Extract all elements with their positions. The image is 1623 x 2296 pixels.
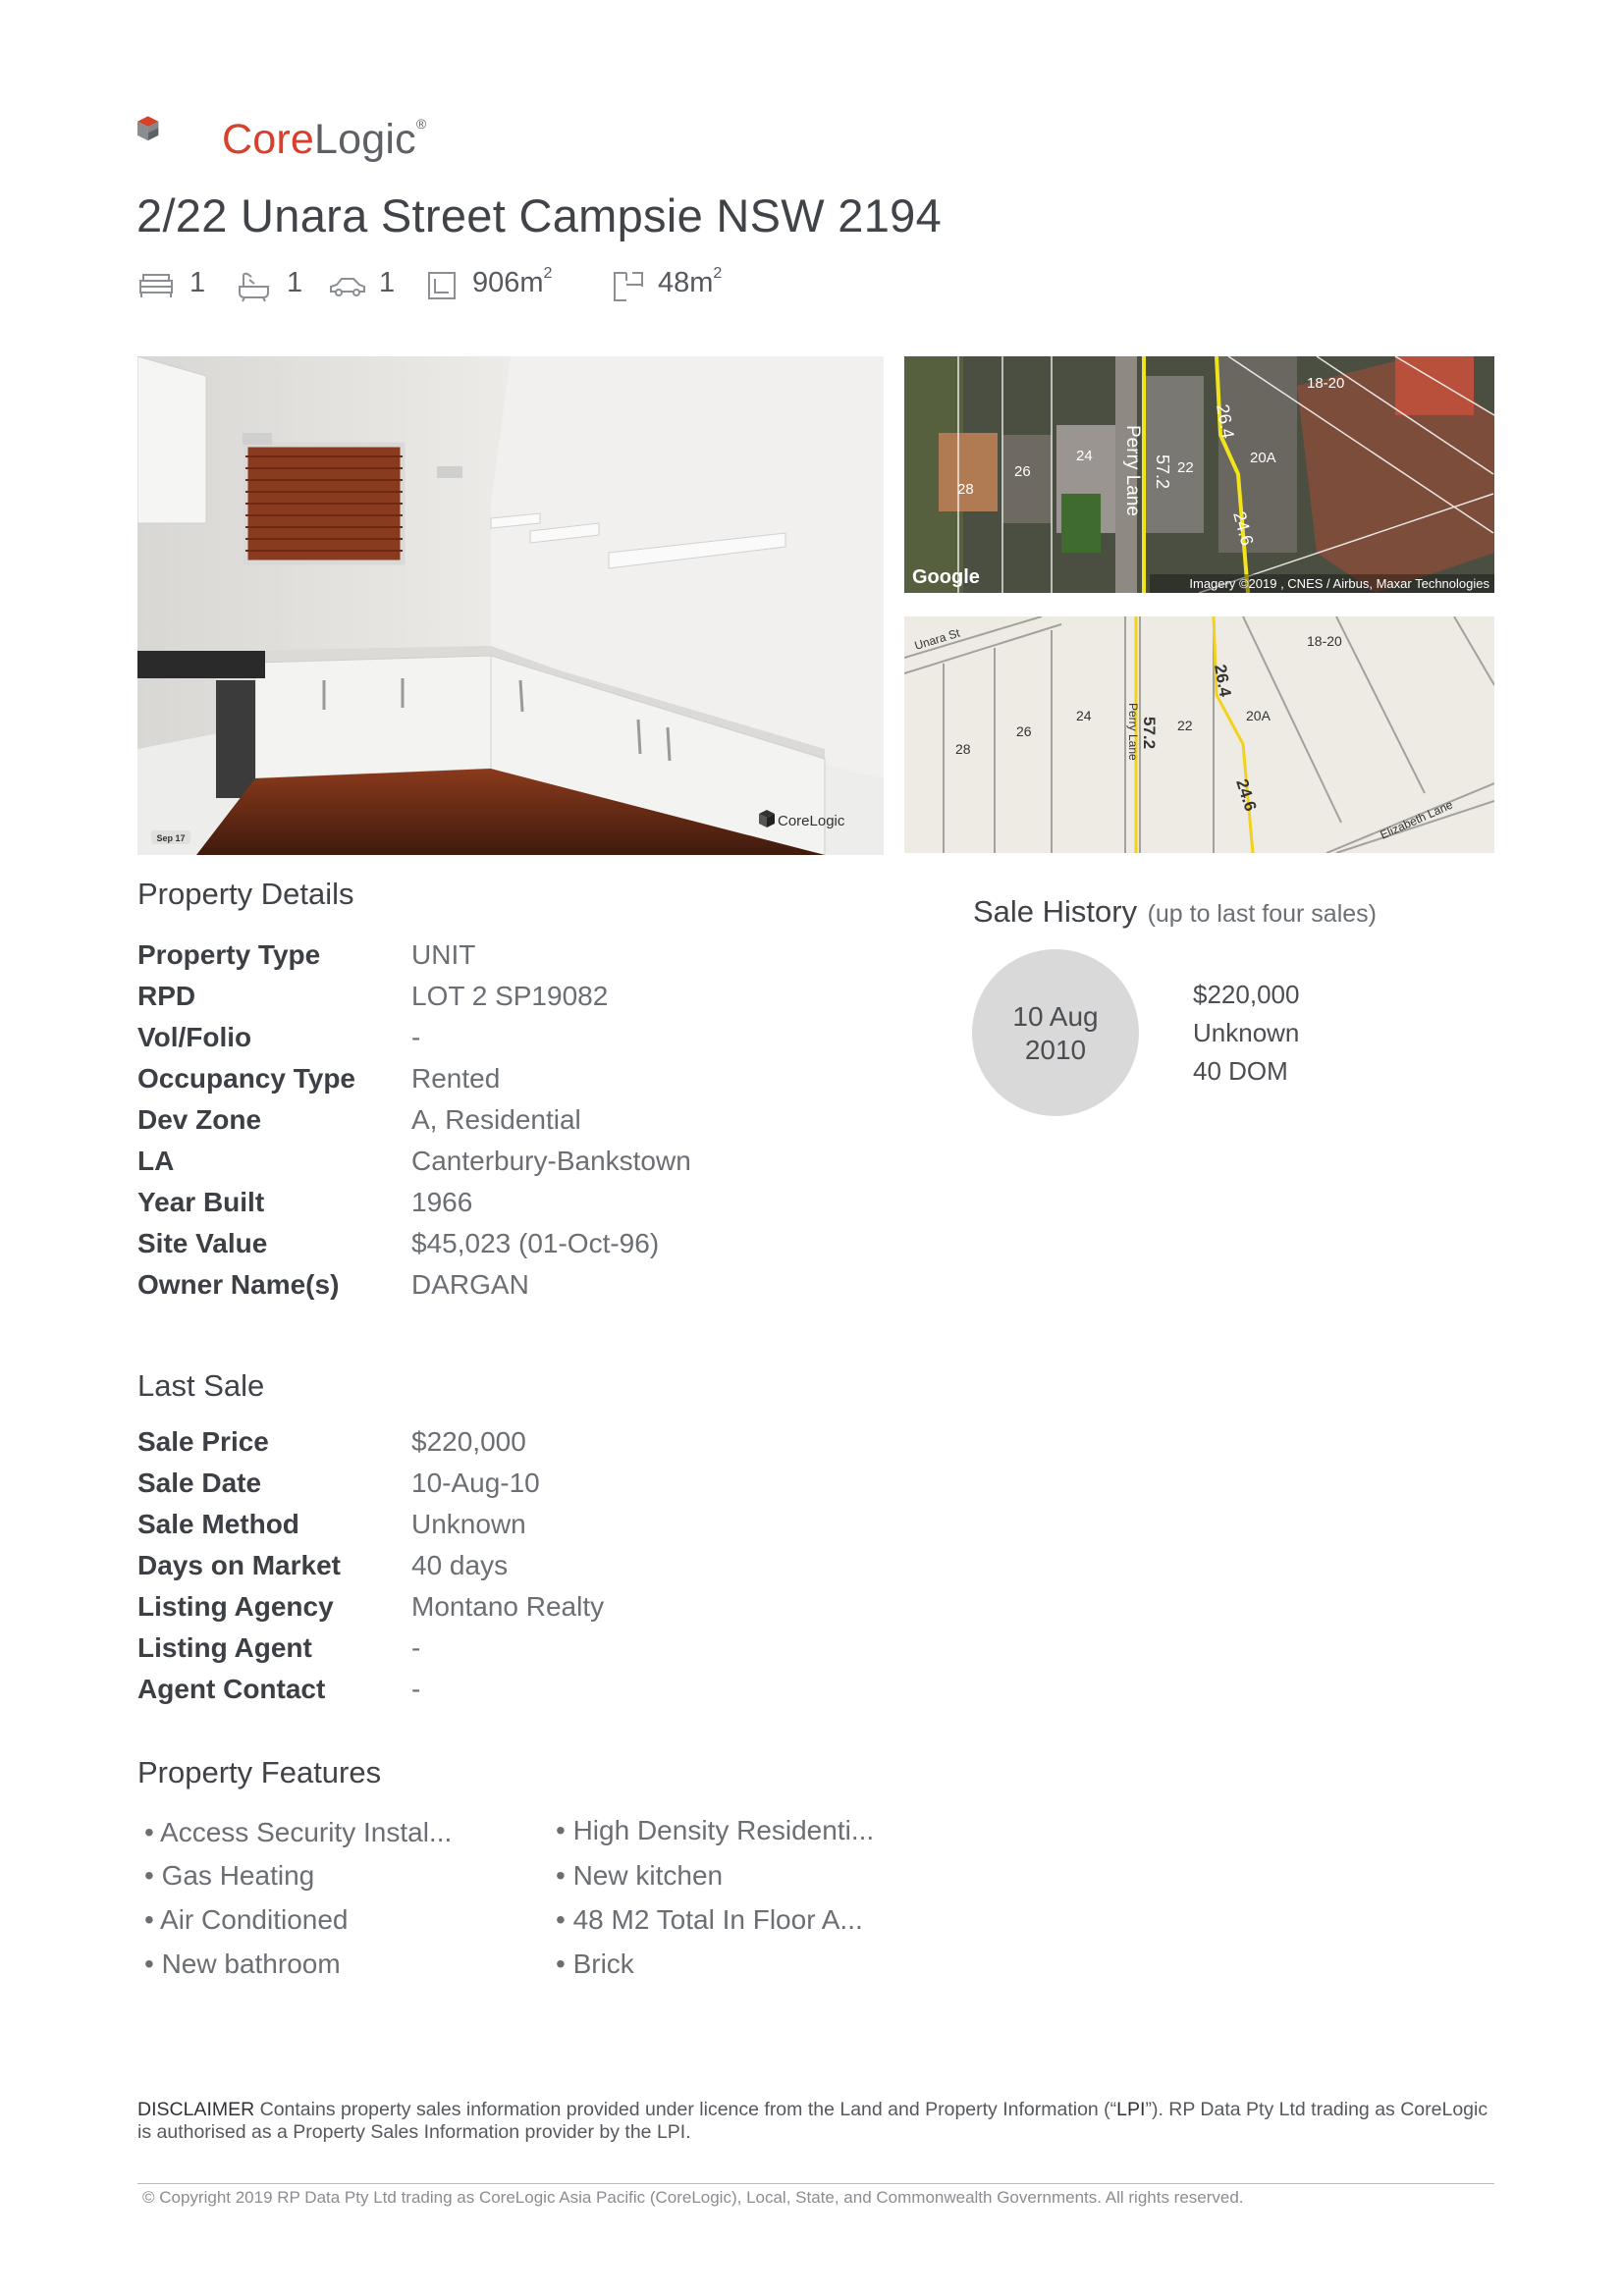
plan-label-24: 24	[1076, 708, 1092, 723]
sale-history-price: $220,000	[1193, 980, 1300, 1009]
sale-value: -	[411, 1632, 421, 1663]
plan-label-57-2: 57.2	[1140, 717, 1159, 750]
land-area: $906m^2$	[472, 265, 553, 298]
detail-value: 1966	[411, 1187, 473, 1217]
plan-map[interactable]	[904, 616, 1494, 853]
detail-value: DARGAN	[411, 1269, 529, 1300]
detail-label: Dev Zone	[137, 1104, 262, 1135]
detail-value: -	[411, 1022, 421, 1052]
sale-label: Sale Date	[137, 1468, 262, 1498]
corelogic-logo	[137, 84, 228, 175]
plan-label-26: 26	[1016, 723, 1032, 739]
sale-label: Agent Contact	[137, 1674, 326, 1704]
feature-item: • New kitchen	[556, 1860, 724, 1891]
car-count: 1	[379, 267, 396, 298]
bath-icon	[236, 271, 271, 302]
floor-area-icon	[613, 271, 644, 302]
sale-label: Days on Market	[137, 1550, 341, 1580]
detail-value: Canterbury-Bankstown	[411, 1146, 691, 1176]
aerial-label-18-20: 18-20	[1307, 375, 1345, 392]
aerial-label-perry-lane: Perry Lane	[1122, 425, 1143, 516]
feature-item: • Air Conditioned	[144, 1904, 349, 1935]
sale-label: Listing Agency	[137, 1591, 334, 1622]
detail-label: Year Built	[137, 1187, 265, 1217]
property-features-heading: Property Features	[137, 1755, 382, 1789]
detail-label: Vol/Folio	[137, 1022, 252, 1052]
sale-value: -	[411, 1674, 421, 1704]
sale-label: Sale Price	[137, 1426, 269, 1457]
detail-value: A, Residential	[411, 1104, 581, 1135]
photo-date-tag: Sep 17	[156, 833, 186, 843]
brand-wordmark: CoreLogic®	[222, 116, 427, 163]
sale-history-method: Unknown	[1193, 1018, 1300, 1047]
aerial-label-57-2: 57.2	[1153, 454, 1172, 490]
plan-label-24-6: 24.6	[1232, 776, 1261, 814]
sale-value: Montano Realty	[411, 1591, 605, 1622]
sale-value: Unknown	[411, 1509, 526, 1539]
aerial-label-22: 22	[1177, 459, 1194, 476]
bath-count: 1	[287, 267, 303, 298]
aerial-label-24-6: 24.6	[1229, 508, 1258, 548]
aerial-label-28: 28	[957, 481, 974, 498]
detail-label: LA	[137, 1146, 175, 1176]
plan-label-elizabeth-lane: Elizabeth Lane	[1378, 797, 1455, 842]
sale-value: $220,000	[411, 1426, 526, 1457]
imagery-credit: Imagery ©2019 , CNES / Airbus, Maxar Technologies	[1189, 576, 1489, 591]
feature-item: • High Density Residenti...	[556, 1815, 875, 1845]
sale-label: Listing Agent	[137, 1632, 312, 1663]
detail-value: Rented	[411, 1063, 501, 1094]
plan-label-unara-st: Unara St	[912, 625, 962, 653]
property-address: 2/22 Unara Street Campsie NSW 2194	[136, 189, 943, 241]
land-area-icon	[427, 271, 457, 300]
plan-label-26-4: 26.4	[1211, 663, 1235, 699]
detail-label: RPD	[137, 981, 196, 1011]
car-icon	[328, 271, 367, 300]
feature-item: • Brick	[556, 1949, 634, 1979]
detail-label: Site Value	[137, 1228, 268, 1258]
detail-label: Owner Name(s)	[137, 1269, 340, 1300]
feature-item: • Access Security Instal...	[144, 1817, 453, 1847]
property-details-heading: Property Details	[137, 877, 354, 911]
aerial-label-26-4: 26.4	[1213, 402, 1238, 441]
photo-watermark: CoreLogic	[778, 813, 845, 829]
detail-value: $45,023 (01-Oct-96)	[411, 1228, 660, 1258]
sale-value: 10-Aug-10	[411, 1468, 540, 1498]
aerial-label-24: 24	[1076, 448, 1093, 464]
copyright-notice: © Copyright 2019 RP Data Pty Ltd trading as CoreLogic Asia Pacific (CoreLogic), Local, State, and Commonwealth Governments. All rights reserved.	[142, 2188, 1244, 2207]
plan-label-22: 22	[1177, 718, 1193, 733]
disclaimer: DISCLAIMER Contains property sales information provided under licence from the Land and Property Information (“LPI”). RP Data Pty Ltd trading as CoreLogic is authorised as a Property Sales Information provider by the LPI.	[137, 2099, 1488, 2143]
sale-history-dom: 40 DOM	[1193, 1056, 1288, 1086]
feature-item: • New bathroom	[144, 1949, 341, 1979]
sale-date-text: 10 Aug 2010	[1012, 1001, 1099, 1065]
footer-divider	[137, 2183, 1494, 2184]
aerial-map[interactable]	[904, 356, 1494, 593]
sale-value: 40 days	[411, 1550, 509, 1580]
last-sale-heading: Last Sale	[137, 1368, 265, 1403]
plan-label-perry-lane: Perry Lane	[1126, 703, 1140, 761]
feature-item: • 48 M2 Total In Floor A...	[556, 1904, 863, 1935]
detail-label: Occupancy Type	[137, 1063, 356, 1094]
aerial-label-26: 26	[1014, 463, 1031, 480]
sale-history-heading: Sale History (up to last four sales)	[973, 894, 1377, 929]
aerial-label-20a: 20A	[1250, 450, 1276, 466]
bed-count: 1	[189, 267, 206, 298]
plan-label-20a: 20A	[1246, 708, 1271, 723]
detail-value: LOT 2 SP19082	[411, 981, 609, 1011]
detail-value: UNIT	[411, 939, 476, 970]
google-attribution: Google	[912, 566, 980, 588]
floor-area: $48m^2$	[658, 265, 723, 298]
property-photo	[137, 356, 884, 855]
feature-item: • Gas Heating	[144, 1860, 315, 1891]
bed-icon	[137, 271, 175, 300]
plan-label-18-20: 18-20	[1307, 633, 1342, 649]
sale-label: Sale Method	[137, 1509, 299, 1539]
detail-label: Property Type	[137, 939, 321, 970]
plan-label-28: 28	[955, 741, 971, 757]
